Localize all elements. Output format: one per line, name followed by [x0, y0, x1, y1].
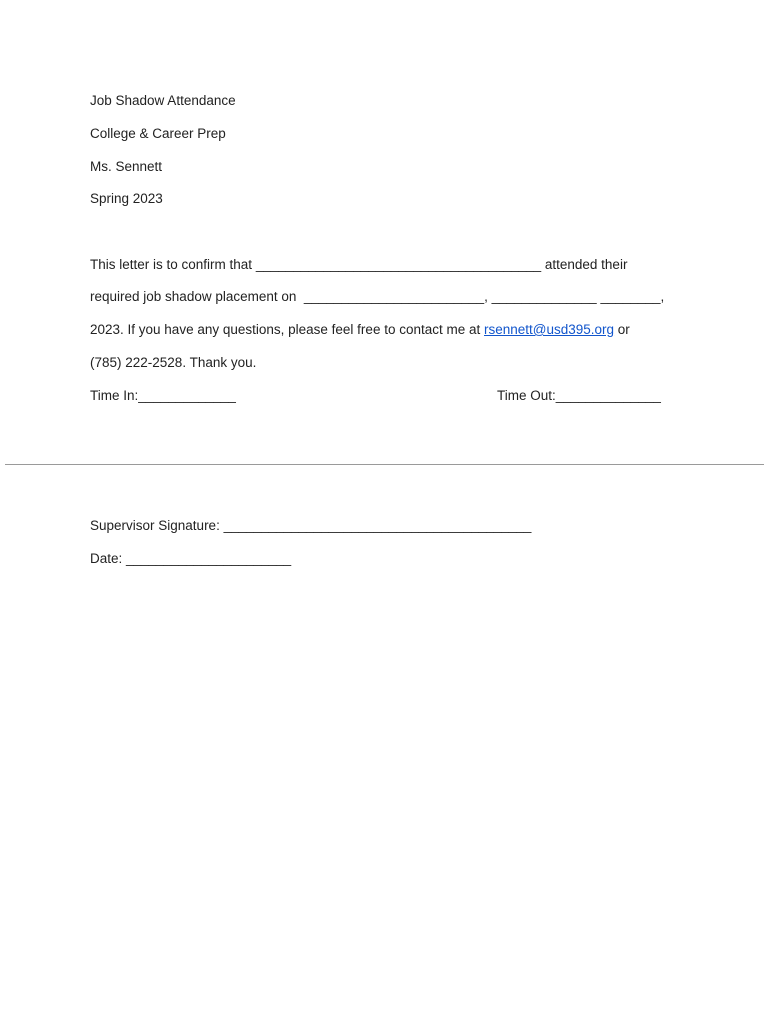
term: Spring 2023 [90, 191, 163, 206]
letter-line-3-suffix: or [614, 322, 630, 337]
date-field: Date: ______________________ [90, 551, 292, 566]
course-name: College & Career Prep [90, 126, 226, 141]
letter-line-4: (785) 222-2528. Thank you. [90, 355, 257, 370]
time-out-field: Time Out:______________ [497, 388, 661, 403]
time-in-field: Time In:_____________ [90, 388, 236, 403]
student-name-blank: ______________________________________ [255, 257, 542, 272]
supervisor-signature-field: Supervisor Signature: _________________________________________ [90, 518, 532, 533]
letter-line-3-prefix: 2023. If you have any questions, please feel free to contact me at [90, 322, 484, 337]
email-link[interactable]: rsennett@usd395.org [484, 322, 615, 337]
letter-line-3 [90, 322, 630, 338]
document-title: Job Shadow Attendance [90, 93, 236, 108]
letter-line-2: required job shadow placement on ________________________, ______________ ________, [90, 289, 665, 304]
letter-line-1-suffix: attended their [541, 257, 628, 272]
letter-line-1 [90, 257, 627, 273]
letter-line-1-prefix: This letter is to confirm that [90, 257, 256, 272]
teacher-name: Ms. Sennett [90, 159, 163, 174]
section-divider [5, 464, 764, 465]
